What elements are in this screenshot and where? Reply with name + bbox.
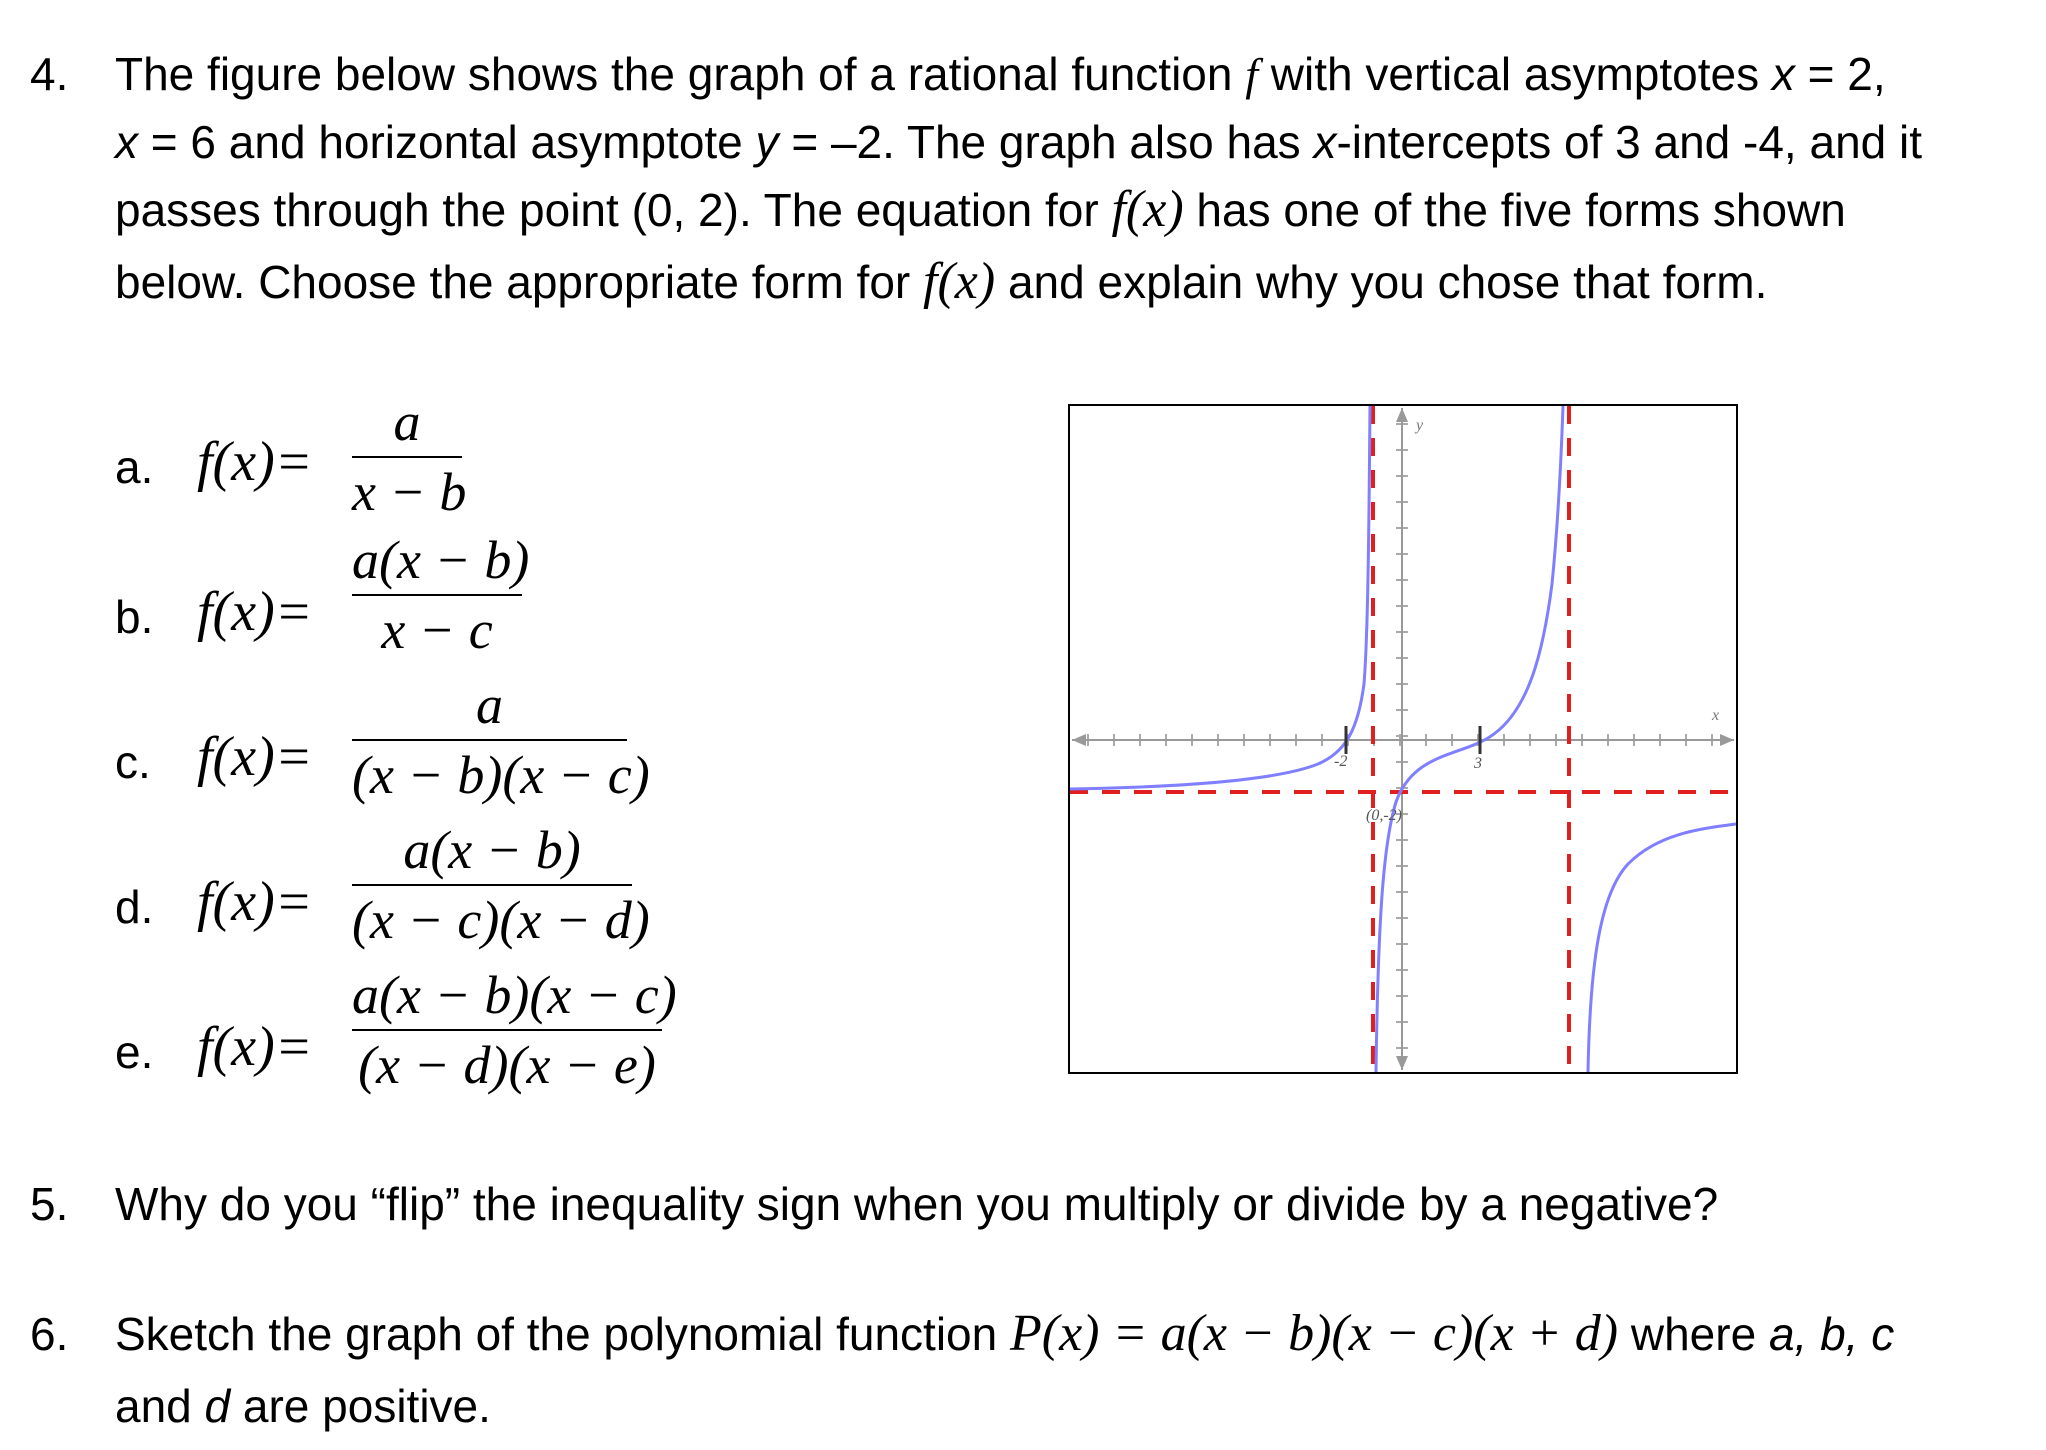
fraction — [352, 965, 677, 1095]
denominator: (x − d)(x − e) — [358, 1035, 656, 1095]
numerator: a(x − b) — [403, 820, 581, 880]
question-6-text — [115, 1300, 1894, 1440]
q4-line-3: passes through the point (0, 2). The equation for f(x) has one of the five forms shown — [115, 181, 1846, 238]
polynomial-formula: P(x) = a(x − b)(x − c)(x + d) — [1010, 1305, 1619, 1362]
option-letter: c. — [115, 736, 151, 788]
question-number: 4. — [30, 48, 69, 100]
fraction-bar — [352, 1029, 662, 1031]
question-5 — [30, 1170, 2030, 1238]
denominator: x − c — [381, 600, 493, 660]
option-lhs: f(x)= — [197, 726, 313, 788]
label-3: 3 — [1474, 755, 1482, 772]
option-letter: e. — [115, 1026, 154, 1078]
fraction-bar — [352, 739, 627, 741]
question-4-text — [115, 40, 1922, 320]
q4-line-2: x = 6 and horizontal asymptote y = –2. The graph also has x-intercepts of 3 and -4, and it — [115, 116, 1923, 168]
fraction-bar — [352, 456, 462, 458]
option-letter: a. — [115, 441, 154, 493]
fraction — [352, 820, 650, 950]
denominator: x − b — [352, 462, 467, 522]
option-letter: b. — [115, 591, 154, 643]
question-number: 6. — [30, 1308, 69, 1360]
option-lhs: f(x)= — [197, 871, 313, 933]
option-lhs: f(x)= — [197, 431, 313, 493]
q6-line-2: and d are positive. — [115, 1380, 491, 1432]
fraction — [352, 530, 530, 660]
q4-line-1: The figure below shows the graph of a rational function f with vertical asymptotes x = 2, — [115, 48, 1886, 100]
question-4 — [30, 40, 2030, 320]
option-lhs: f(x)= — [197, 581, 313, 643]
question-5-text: Why do you “flip” the inequality sign when you multiply or divide by a negative? — [115, 1178, 1719, 1230]
label-origin-point: (0,-2) — [1366, 807, 1402, 824]
fraction — [352, 392, 467, 522]
q6-line-1: Sketch the graph of the polynomial function P(x) = a(x − b)(x − c)(x + d) where a, b, c — [115, 1305, 1895, 1362]
x-axis-label: x — [1712, 707, 1720, 724]
numerator: a — [393, 392, 421, 452]
numerator: a(x − b) — [352, 530, 530, 590]
y-axis-label: y — [1416, 417, 1424, 434]
fraction-bar — [352, 884, 632, 886]
denominator: (x − c)(x − d) — [352, 890, 650, 950]
label-neg2: -2 — [1334, 753, 1348, 770]
numerator: a(x − b)(x − c) — [352, 965, 677, 1025]
rational-function-graph — [1068, 404, 1738, 1074]
fx-inline: f(x) — [1111, 181, 1184, 238]
denominator: (x − b)(x − c) — [352, 745, 650, 805]
fx-inline: f(x) — [923, 253, 996, 310]
option-letter: d. — [115, 881, 154, 933]
q4-line-4: below. Choose the appropriate form for f(x) and explain why you chose that form. — [115, 253, 1768, 310]
numerator: a — [476, 675, 503, 735]
question-number: 5. — [30, 1178, 69, 1230]
question-6 — [30, 1300, 2030, 1445]
option-lhs: f(x)= — [197, 1016, 313, 1078]
fraction-bar — [352, 594, 522, 596]
fraction — [352, 675, 650, 805]
